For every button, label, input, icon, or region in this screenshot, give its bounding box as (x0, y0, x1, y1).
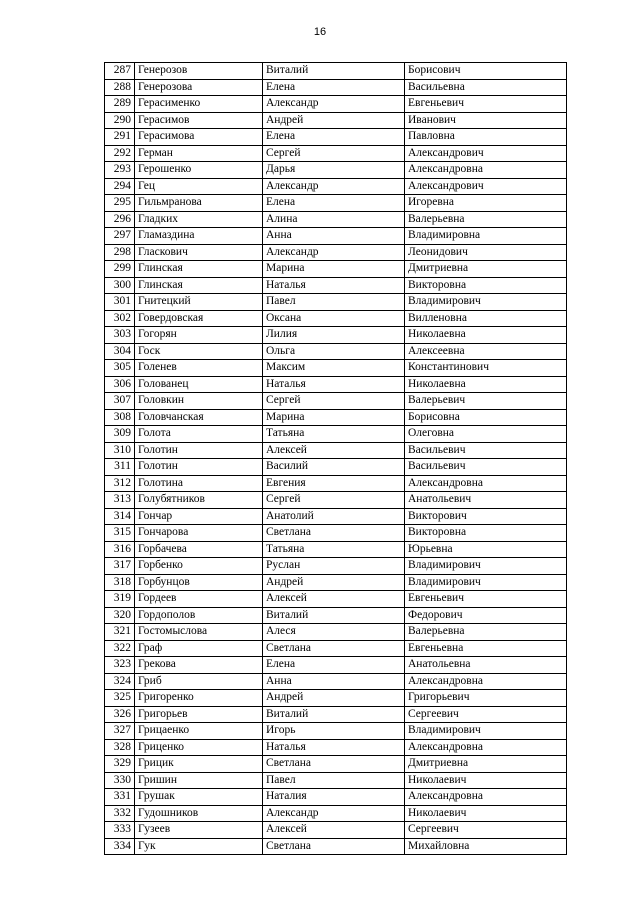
patronymic-cell: Владимирович (405, 294, 567, 311)
patronymic-cell: Сергеевич (405, 706, 567, 723)
table-row (105, 838, 567, 855)
first-name-cell: Марина (263, 261, 405, 278)
surname-cell: Герасимов (135, 112, 263, 129)
row-number-cell: 298 (105, 244, 135, 261)
table-row (105, 442, 567, 459)
first-name-cell: Марина (263, 409, 405, 426)
first-name-cell: Елена (263, 657, 405, 674)
patronymic-cell: Александровна (405, 739, 567, 756)
surname-cell: Гнитецкий (135, 294, 263, 311)
surname-cell: Гудошников (135, 805, 263, 822)
row-number-cell: 329 (105, 756, 135, 773)
surname-cell: Гришин (135, 772, 263, 789)
patronymic-cell: Борисовна (405, 409, 567, 426)
row-number-cell: 310 (105, 442, 135, 459)
surname-cell: Герасимова (135, 129, 263, 146)
row-number-cell: 314 (105, 508, 135, 525)
first-name-cell: Виталий (263, 706, 405, 723)
surname-cell: Гриб (135, 673, 263, 690)
surname-cell: Грицаенко (135, 723, 263, 740)
patronymic-cell: Григорьевич (405, 690, 567, 707)
row-number-cell: 330 (105, 772, 135, 789)
row-number-cell: 323 (105, 657, 135, 674)
table-row (105, 294, 567, 311)
first-name-cell: Александр (263, 244, 405, 261)
table-row (105, 310, 567, 327)
first-name-cell: Анатолий (263, 508, 405, 525)
first-name-cell: Сергей (263, 145, 405, 162)
patronymic-cell: Алексеевна (405, 343, 567, 360)
patronymic-cell: Николаевич (405, 805, 567, 822)
patronymic-cell: Леонидович (405, 244, 567, 261)
surname-cell: Гостомыслова (135, 624, 263, 641)
first-name-cell: Андрей (263, 690, 405, 707)
patronymic-cell: Александровна (405, 789, 567, 806)
table-row (105, 541, 567, 558)
patronymic-cell: Владимирович (405, 574, 567, 591)
patronymic-cell: Николаевна (405, 376, 567, 393)
table-row (105, 690, 567, 707)
table-row (105, 376, 567, 393)
first-name-cell: Оксана (263, 310, 405, 327)
surname-cell: Голотина (135, 475, 263, 492)
patronymic-cell: Дмитриевна (405, 261, 567, 278)
first-name-cell: Александр (263, 96, 405, 113)
row-number-cell: 300 (105, 277, 135, 294)
first-name-cell: Светлана (263, 838, 405, 855)
row-number-cell: 312 (105, 475, 135, 492)
surname-cell: Григоренко (135, 690, 263, 707)
row-number-cell: 321 (105, 624, 135, 641)
row-number-cell: 294 (105, 178, 135, 195)
patronymic-cell: Викторович (405, 508, 567, 525)
patronymic-cell: Федорович (405, 607, 567, 624)
row-number-cell: 306 (105, 376, 135, 393)
table-row (105, 96, 567, 113)
table-row (105, 343, 567, 360)
patronymic-cell: Владимировна (405, 228, 567, 245)
surname-cell: Гец (135, 178, 263, 195)
table-row (105, 409, 567, 426)
page-number: 16 (313, 26, 327, 38)
patronymic-cell: Викторовна (405, 277, 567, 294)
table-row (105, 525, 567, 542)
first-name-cell: Наталья (263, 376, 405, 393)
surname-cell: Генерозова (135, 79, 263, 96)
table-row (105, 277, 567, 294)
table-row (105, 591, 567, 608)
row-number-cell: 328 (105, 739, 135, 756)
surname-cell: Гузеев (135, 822, 263, 839)
surname-cell: Голотин (135, 442, 263, 459)
table-row (105, 195, 567, 212)
row-number-cell: 318 (105, 574, 135, 591)
patronymic-cell: Юрьевна (405, 541, 567, 558)
table-row (105, 244, 567, 261)
first-name-cell: Василий (263, 459, 405, 476)
row-number-cell: 291 (105, 129, 135, 146)
surname-cell: Герман (135, 145, 263, 162)
first-name-cell: Виталий (263, 63, 405, 80)
table-row (105, 607, 567, 624)
table-row (105, 508, 567, 525)
table-row (105, 63, 567, 80)
surname-cell: Головкин (135, 393, 263, 410)
table-row (105, 178, 567, 195)
row-number-cell: 292 (105, 145, 135, 162)
patronymic-cell: Васильевна (405, 79, 567, 96)
patronymic-cell: Владимирович (405, 723, 567, 740)
table-row (105, 756, 567, 773)
patronymic-cell: Валерьевна (405, 624, 567, 641)
first-name-cell: Татьяна (263, 426, 405, 443)
first-name-cell: Светлана (263, 756, 405, 773)
patronymic-cell: Сергеевич (405, 822, 567, 839)
first-name-cell: Алина (263, 211, 405, 228)
table-row (105, 822, 567, 839)
patronymic-cell: Константинович (405, 360, 567, 377)
surname-cell: Гласкович (135, 244, 263, 261)
table-row (105, 393, 567, 410)
patronymic-cell: Александровна (405, 162, 567, 179)
first-name-cell: Алексей (263, 822, 405, 839)
table-row (105, 624, 567, 641)
first-name-cell: Виталий (263, 607, 405, 624)
patronymic-cell: Николаевич (405, 772, 567, 789)
row-number-cell: 288 (105, 79, 135, 96)
patronymic-cell: Анатольевич (405, 492, 567, 509)
table-row (105, 129, 567, 146)
row-number-cell: 308 (105, 409, 135, 426)
table-row (105, 492, 567, 509)
row-number-cell: 319 (105, 591, 135, 608)
first-name-cell: Сергей (263, 393, 405, 410)
row-number-cell: 332 (105, 805, 135, 822)
surname-cell: Голубятников (135, 492, 263, 509)
row-number-cell: 313 (105, 492, 135, 509)
row-number-cell: 295 (105, 195, 135, 212)
patronymic-cell: Анатольевна (405, 657, 567, 674)
patronymic-cell: Александрович (405, 178, 567, 195)
patronymic-cell: Васильевич (405, 459, 567, 476)
patronymic-cell: Валерьевич (405, 393, 567, 410)
table-row (105, 79, 567, 96)
surname-cell: Гламаздина (135, 228, 263, 245)
table-row (105, 162, 567, 179)
table-row (105, 640, 567, 657)
surname-cell: Госк (135, 343, 263, 360)
first-name-cell: Павел (263, 294, 405, 311)
surname-cell: Гончар (135, 508, 263, 525)
patronymic-cell: Евгеньевич (405, 96, 567, 113)
row-number-cell: 293 (105, 162, 135, 179)
patronymic-cell: Дмитриевна (405, 756, 567, 773)
name-table (104, 62, 567, 855)
surname-cell: Гогорян (135, 327, 263, 344)
surname-cell: Глинская (135, 277, 263, 294)
patronymic-cell: Евгеньевич (405, 591, 567, 608)
first-name-cell: Александр (263, 178, 405, 195)
row-number-cell: 334 (105, 838, 135, 855)
row-number-cell: 322 (105, 640, 135, 657)
row-number-cell: 303 (105, 327, 135, 344)
table-row (105, 574, 567, 591)
table-row (105, 723, 567, 740)
surname-cell: Горбунцов (135, 574, 263, 591)
row-number-cell: 311 (105, 459, 135, 476)
table-row (105, 228, 567, 245)
surname-cell: Генерозов (135, 63, 263, 80)
patronymic-cell: Владимирович (405, 558, 567, 575)
first-name-cell: Ольга (263, 343, 405, 360)
first-name-cell: Лилия (263, 327, 405, 344)
first-name-cell: Светлана (263, 640, 405, 657)
row-number-cell: 299 (105, 261, 135, 278)
row-number-cell: 326 (105, 706, 135, 723)
row-number-cell: 309 (105, 426, 135, 443)
surname-cell: Голованец (135, 376, 263, 393)
patronymic-cell: Михайловна (405, 838, 567, 855)
first-name-cell: Павел (263, 772, 405, 789)
row-number-cell: 320 (105, 607, 135, 624)
table-row (105, 360, 567, 377)
patronymic-cell: Павловна (405, 129, 567, 146)
first-name-cell: Анна (263, 228, 405, 245)
table-row (105, 805, 567, 822)
table-row (105, 772, 567, 789)
row-number-cell: 327 (105, 723, 135, 740)
first-name-cell: Игорь (263, 723, 405, 740)
first-name-cell: Андрей (263, 574, 405, 591)
surname-cell: Голотин (135, 459, 263, 476)
patronymic-cell: Иванович (405, 112, 567, 129)
row-number-cell: 290 (105, 112, 135, 129)
first-name-cell: Андрей (263, 112, 405, 129)
patronymic-cell: Николаевна (405, 327, 567, 344)
patronymic-cell: Евгеньевна (405, 640, 567, 657)
row-number-cell: 297 (105, 228, 135, 245)
table-row (105, 657, 567, 674)
surname-cell: Гордеев (135, 591, 263, 608)
table-row (105, 706, 567, 723)
table-row (105, 145, 567, 162)
surname-cell: Гордополов (135, 607, 263, 624)
first-name-cell: Наталья (263, 739, 405, 756)
first-name-cell: Елена (263, 79, 405, 96)
table-row (105, 558, 567, 575)
patronymic-cell: Валерьевна (405, 211, 567, 228)
row-number-cell: 331 (105, 789, 135, 806)
row-number-cell: 301 (105, 294, 135, 311)
first-name-cell: Сергей (263, 492, 405, 509)
first-name-cell: Татьяна (263, 541, 405, 558)
patronymic-cell: Вилленовна (405, 310, 567, 327)
row-number-cell: 315 (105, 525, 135, 542)
first-name-cell: Анна (263, 673, 405, 690)
table-row (105, 739, 567, 756)
row-number-cell: 304 (105, 343, 135, 360)
surname-cell: Гончарова (135, 525, 263, 542)
surname-cell: Голенев (135, 360, 263, 377)
surname-cell: Горбачева (135, 541, 263, 558)
surname-cell: Глинская (135, 261, 263, 278)
surname-cell: Гриценко (135, 739, 263, 756)
name-table-body (105, 63, 567, 855)
first-name-cell: Елена (263, 195, 405, 212)
row-number-cell: 325 (105, 690, 135, 707)
first-name-cell: Дарья (263, 162, 405, 179)
row-number-cell: 316 (105, 541, 135, 558)
surname-cell: Григорьев (135, 706, 263, 723)
table-row (105, 112, 567, 129)
first-name-cell: Наталия (263, 789, 405, 806)
first-name-cell: Евгения (263, 475, 405, 492)
row-number-cell: 307 (105, 393, 135, 410)
first-name-cell: Александр (263, 805, 405, 822)
table-row (105, 261, 567, 278)
patronymic-cell: Васильевич (405, 442, 567, 459)
surname-cell: Герошенко (135, 162, 263, 179)
first-name-cell: Светлана (263, 525, 405, 542)
table-row (105, 426, 567, 443)
surname-cell: Грушак (135, 789, 263, 806)
surname-cell: Граф (135, 640, 263, 657)
table-row (105, 673, 567, 690)
surname-cell: Грицик (135, 756, 263, 773)
table-row (105, 211, 567, 228)
surname-cell: Герасименко (135, 96, 263, 113)
table-row (105, 459, 567, 476)
patronymic-cell: Олеговна (405, 426, 567, 443)
surname-cell: Гук (135, 838, 263, 855)
surname-cell: Горбенко (135, 558, 263, 575)
surname-cell: Голота (135, 426, 263, 443)
surname-cell: Головчанская (135, 409, 263, 426)
patronymic-cell: Игоревна (405, 195, 567, 212)
patronymic-cell: Александровна (405, 475, 567, 492)
patronymic-cell: Александрович (405, 145, 567, 162)
first-name-cell: Алексей (263, 591, 405, 608)
row-number-cell: 305 (105, 360, 135, 377)
first-name-cell: Елена (263, 129, 405, 146)
row-number-cell: 333 (105, 822, 135, 839)
first-name-cell: Руслан (263, 558, 405, 575)
table-row (105, 327, 567, 344)
surname-cell: Грекова (135, 657, 263, 674)
patronymic-cell: Борисович (405, 63, 567, 80)
row-number-cell: 289 (105, 96, 135, 113)
table-row (105, 475, 567, 492)
surname-cell: Говердовская (135, 310, 263, 327)
patronymic-cell: Александровна (405, 673, 567, 690)
row-number-cell: 296 (105, 211, 135, 228)
row-number-cell: 324 (105, 673, 135, 690)
surname-cell: Гладких (135, 211, 263, 228)
first-name-cell: Алексей (263, 442, 405, 459)
patronymic-cell: Викторовна (405, 525, 567, 542)
first-name-cell: Алеся (263, 624, 405, 641)
first-name-cell: Наталья (263, 277, 405, 294)
surname-cell: Гильмранова (135, 195, 263, 212)
row-number-cell: 287 (105, 63, 135, 80)
row-number-cell: 317 (105, 558, 135, 575)
first-name-cell: Максим (263, 360, 405, 377)
row-number-cell: 302 (105, 310, 135, 327)
table-row (105, 789, 567, 806)
